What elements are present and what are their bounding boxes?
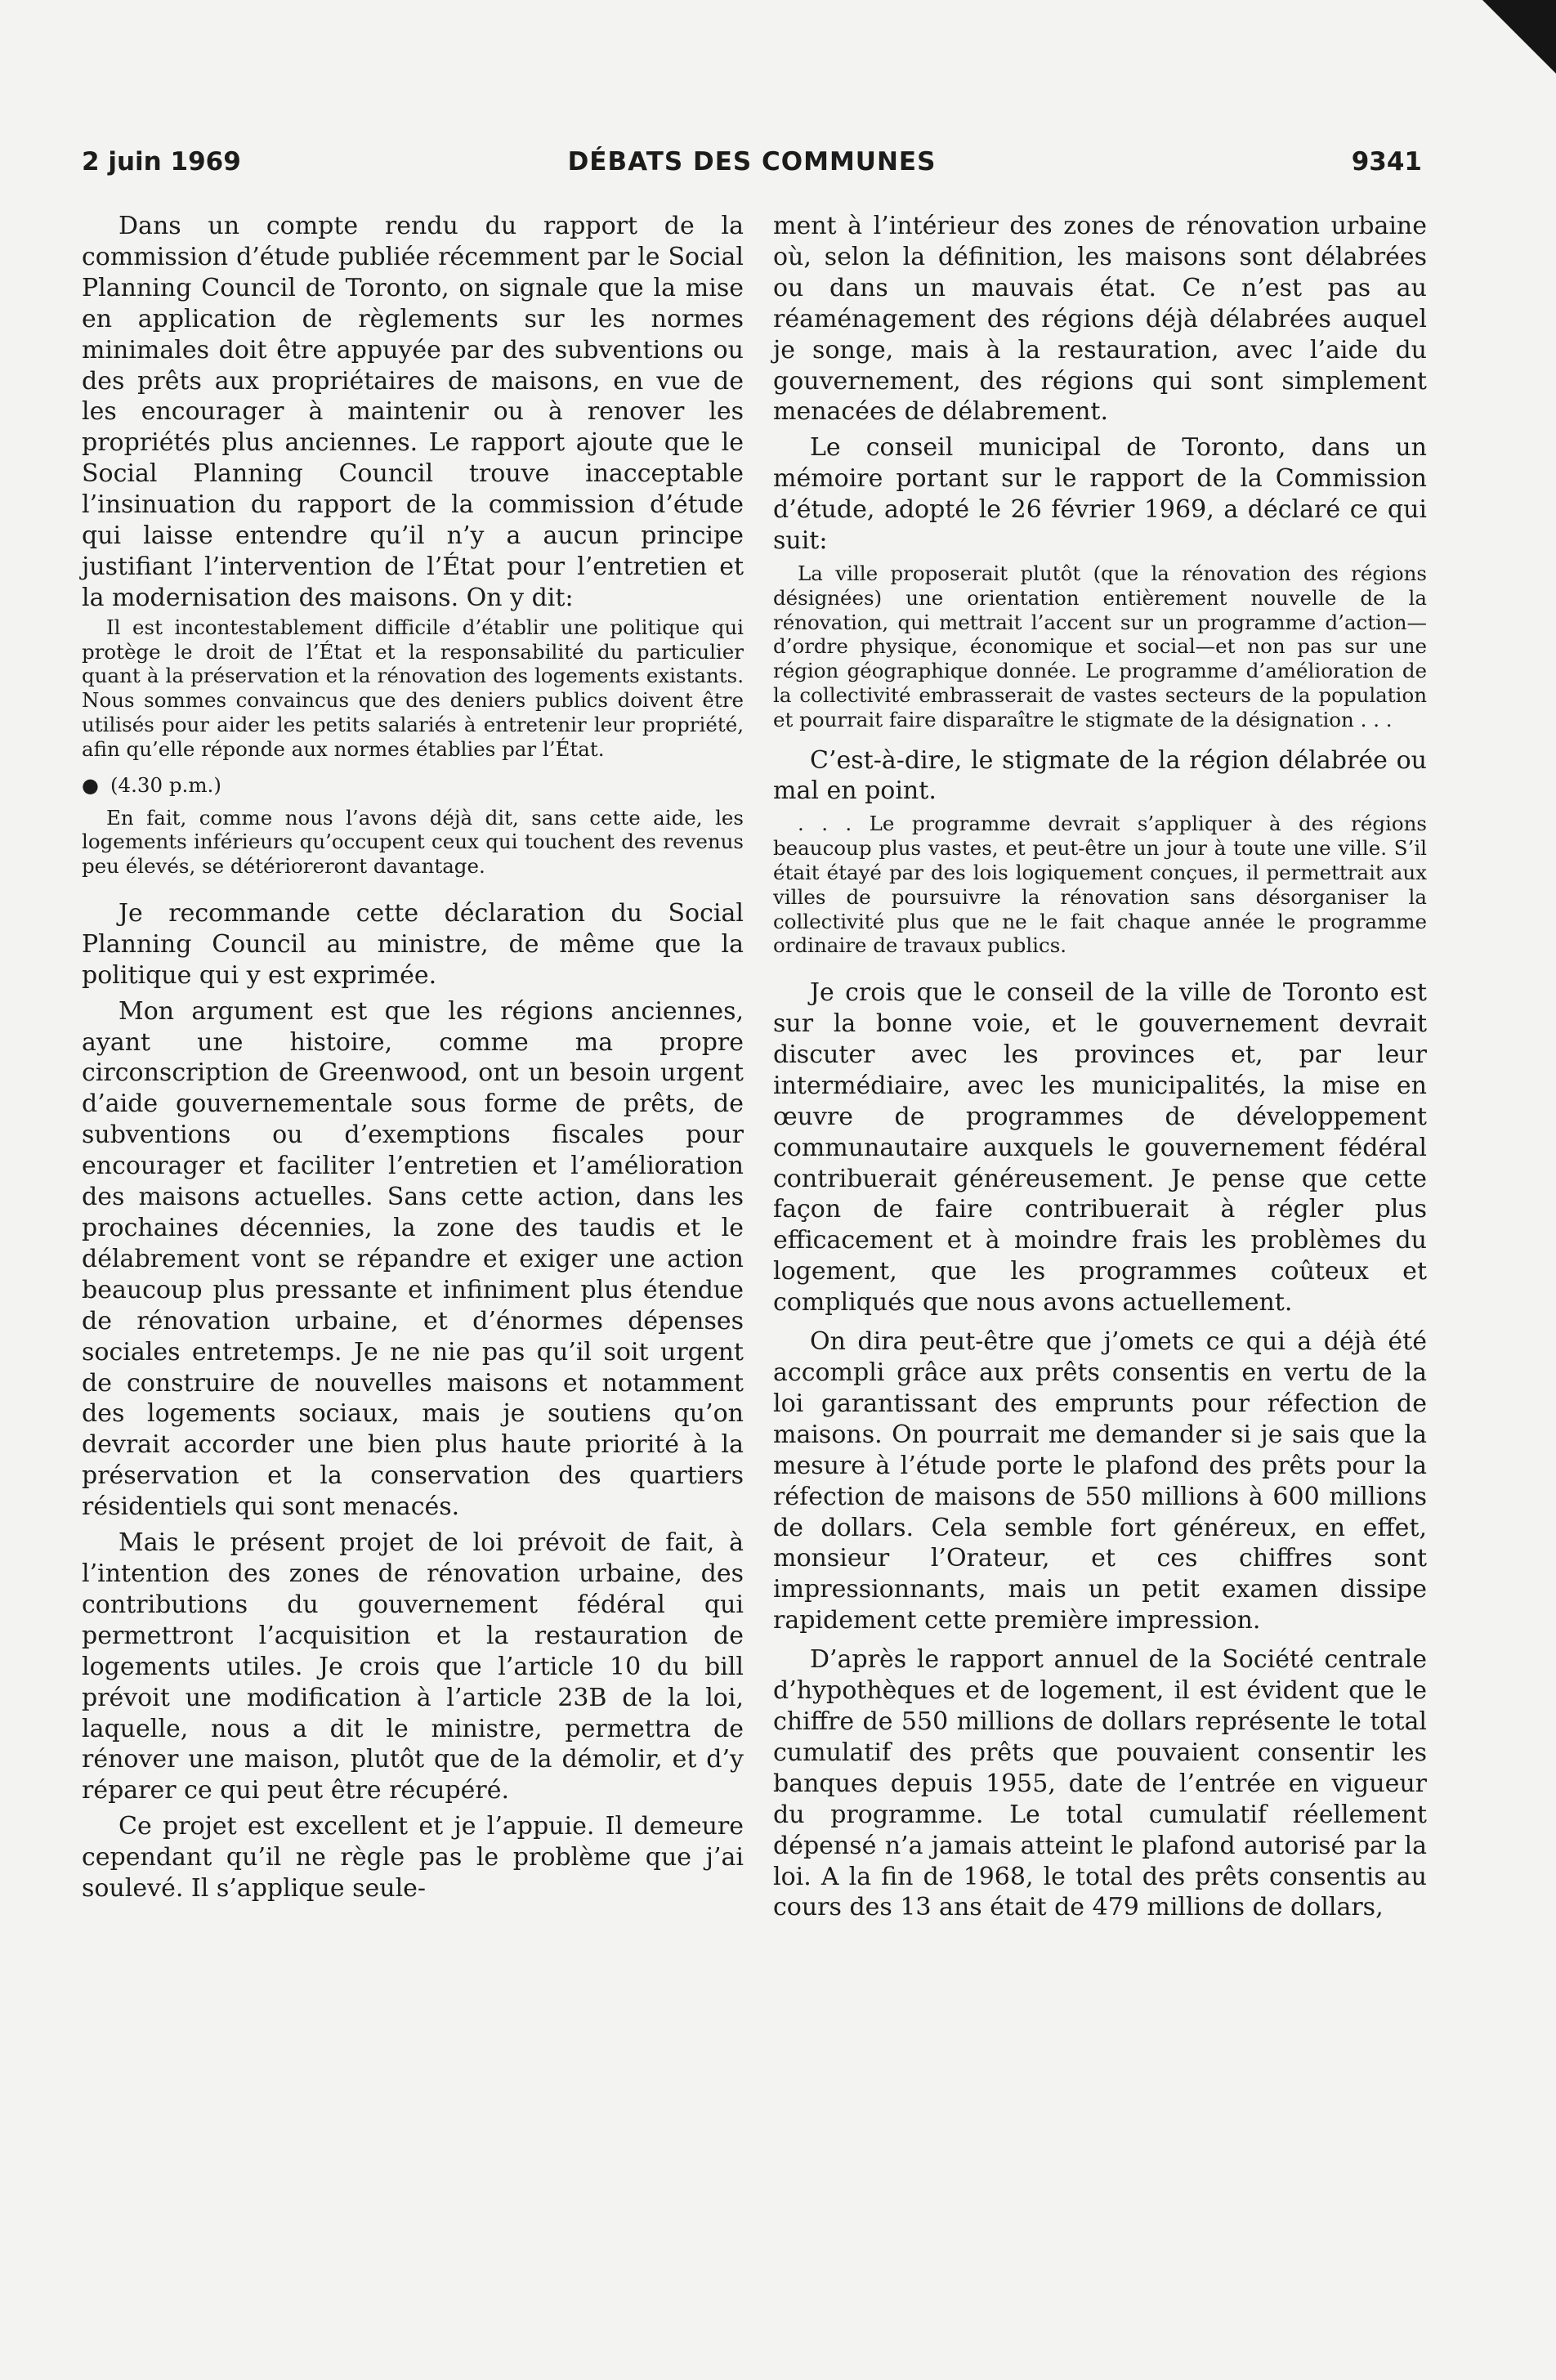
- paragraph: Dans un compte rendu du rapport de la commission d’étude publiée récemment par le Social Planning Council de Toronto, on signale que la mise en application de règlements sur les normes minimales doit être appuyée par des subventions ou des prêts aux propriétaires de maisons, en vue de les encourager à maintenir ou à renover les propriétés plus anciennes. Le rapport ajoute que le Social Planning Council trouve inacceptable l’insinuation du rapport de la commission d’étude qui laisse entendre qu’il n’y a aucun principe justifiant l’intervention de l’État pour l’entretien et la modernisation des maisons. On y dit:: [82, 212, 744, 612]
- paragraph: Je crois que le conseil de la ville de Toronto est sur la bonne voie, et le gouvernement devrait discuter avec les provinces et, par leur intermédiaire, avec les municipalités, la mise en œuvre de programmes de développement communautaire auxquels le gouvernement fédéral contribuerait généreusement. Je pense que cette façon de faire contribuerait à régler plus efficacement et à moindre frais les problèmes du logement, que les programmes coûteux et compliqués que nous avons actuellement.: [773, 978, 1427, 1318]
- right-column: [773, 211, 1427, 1923]
- left-column: [82, 211, 744, 1904]
- paragraph: Ce projet est excellent et je l’appuie. Il demeure cependant qu’il ne règle pas le problème que j’ai soulevé. Il s’applique seule-: [82, 1812, 744, 1904]
- block-quote: Il est incontestablement difficile d’établir une politique qui protège le droit de l’État et la responsabilité du particulier quant à la préservation et la rénovation des logements existants. Nous sommes convaincus que des deniers publics doivent être utilisés pour aider les petits salariés à entretenir leur propriété, afin qu’elle réponde aux normes établies par l’État.: [82, 615, 744, 761]
- paragraph: ment à l’intérieur des zones de rénovation urbaine où, selon la définition, les maisons sont délabrées ou dans un mauvais état. Ce n’est pas au réaménagement des régions déjà délabrées auquel je songe, mais à la restauration, avec l’aide du gouvernement, des régions qui sont simplement menacées de délabrement.: [773, 212, 1427, 427]
- paragraph: Mais le présent projet de loi prévoit de fait, à l’intention des zones de rénovation urbaine, des contributions du gouvernement fédéral qui permettront l’acquisition et la restauration de logements utiles. Je crois que l’article 10 du bill prévoit une modification à l’article 23B de la loi, laquelle, nous a dit le ministre, permettra de rénover une maison, plutôt que de la démolir, et d’y réparer ce qui peut être récupéré.: [82, 1528, 744, 1805]
- paragraph: Je recommande cette déclaration du Social Planning Council au ministre, de même que la politique qui y est exprimée.: [82, 898, 744, 990]
- time-mark-text: (4.30 p.m.): [110, 772, 221, 797]
- page-header: [82, 147, 1422, 188]
- block-quote: La ville proposerait plutôt (que la rénovation des régions désignées) une orientation entièrement nouvelle de la rénovation, qui mettrait l’accent sur un programme d’action—d’ordre physique, économique et social—et non pas sur une région géographique donnée. Le programme d’amélioration de la collectivité embrasserait de vastes secteurs de la population et pourrait faire disparaître le stigmate de la désignation . . .: [773, 561, 1427, 731]
- paragraph: On dira peut-être que j’omets ce qui a déjà été accompli grâce aux prêts consentis en vertu de la loi garantissant des emprunts pour réfection de maisons. On pourrait me demander si je sais que la mesure à l’étude porte le plafond des prêts pour la réfection de maisons de 550 millions à 600 millions de dollars. Cela semble fort généreux, en effet, monsieur l’Orateur, et ces chiffres sont impressionnants, mais un petit examen dissipe rapidement cette première impression.: [773, 1327, 1427, 1635]
- block-quote: . . . Le programme devrait s’appliquer à des régions beaucoup plus vastes, et peut-être un jour à toute une ville. S’il était étayé par des lois logiquement conçues, il permettrait aux villes de poursuivre la rénovation sans désorganiser la collectivité plus que ne le fait chaque année le programme ordinaire de travaux publics.: [773, 812, 1427, 958]
- paragraph: Le conseil municipal de Toronto, dans un mémoire portant sur le rapport de la Commission d’étude, adopté le 26 février 1969, a déclaré ce qui suit:: [773, 433, 1427, 556]
- header-date: 2 juin 1969: [82, 147, 241, 177]
- block-quote: En fait, comme nous l’avons déjà dit, sans cette aide, les logements inférieurs qu’occupent ceux qui touchent des revenus peu élevés, se détérioreront davantage.: [82, 805, 744, 879]
- paragraph: C’est-à-dire, le stigmate de la région délabrée ou mal en point.: [773, 745, 1427, 806]
- header-page-number: 9341: [1351, 147, 1422, 177]
- time-mark: [82, 773, 744, 798]
- header-title: DÉBATS DES COMMUNES: [567, 147, 937, 177]
- page-corner-shadow: [1482, 0, 1556, 74]
- paragraph: Mon argument est que les régions anciennes, ayant une histoire, comme ma propre circonscription de Greenwood, ont un besoin urgent d’aide gouvernementale sous forme de prêts, de subventions ou d’exemptions fiscales pour encourager et faciliter l’entretien et l’amélioration des maisons actuelles. Sans cette action, dans les prochaines décennies, la zone des taudis et le délabrement vont se répandre et exiger une action beaucoup plus pressante et infiniment plus étendue de rénovation urbaine, et d’énormes dépenses sociales entretemps. Je ne nie pas qu’il soit urgent de construire de nouvelles maisons et notamment des logements sociaux, mais je soutiens qu’on devrait accorder une bien plus haute priorité à la préservation et la conservation des quartiers résidentiels qui sont menacés.: [82, 996, 744, 1522]
- bullet-icon: ●: [82, 773, 99, 797]
- paragraph: D’après le rapport annuel de la Société centrale d’hypothèques et de logement, il est évident que le chiffre de 550 millions de dollars représente le total cumulatif des prêts que pouvaient consentir les banques depuis 1955, date de l’entrée en vigueur du programme. Le total cumulatif réellement dépensé n’a jamais atteint le plafond autorisé par la loi. A la fin de 1968, le total des prêts consentis au cours des 13 ans était de 479 millions de dollars,: [773, 1645, 1427, 1922]
